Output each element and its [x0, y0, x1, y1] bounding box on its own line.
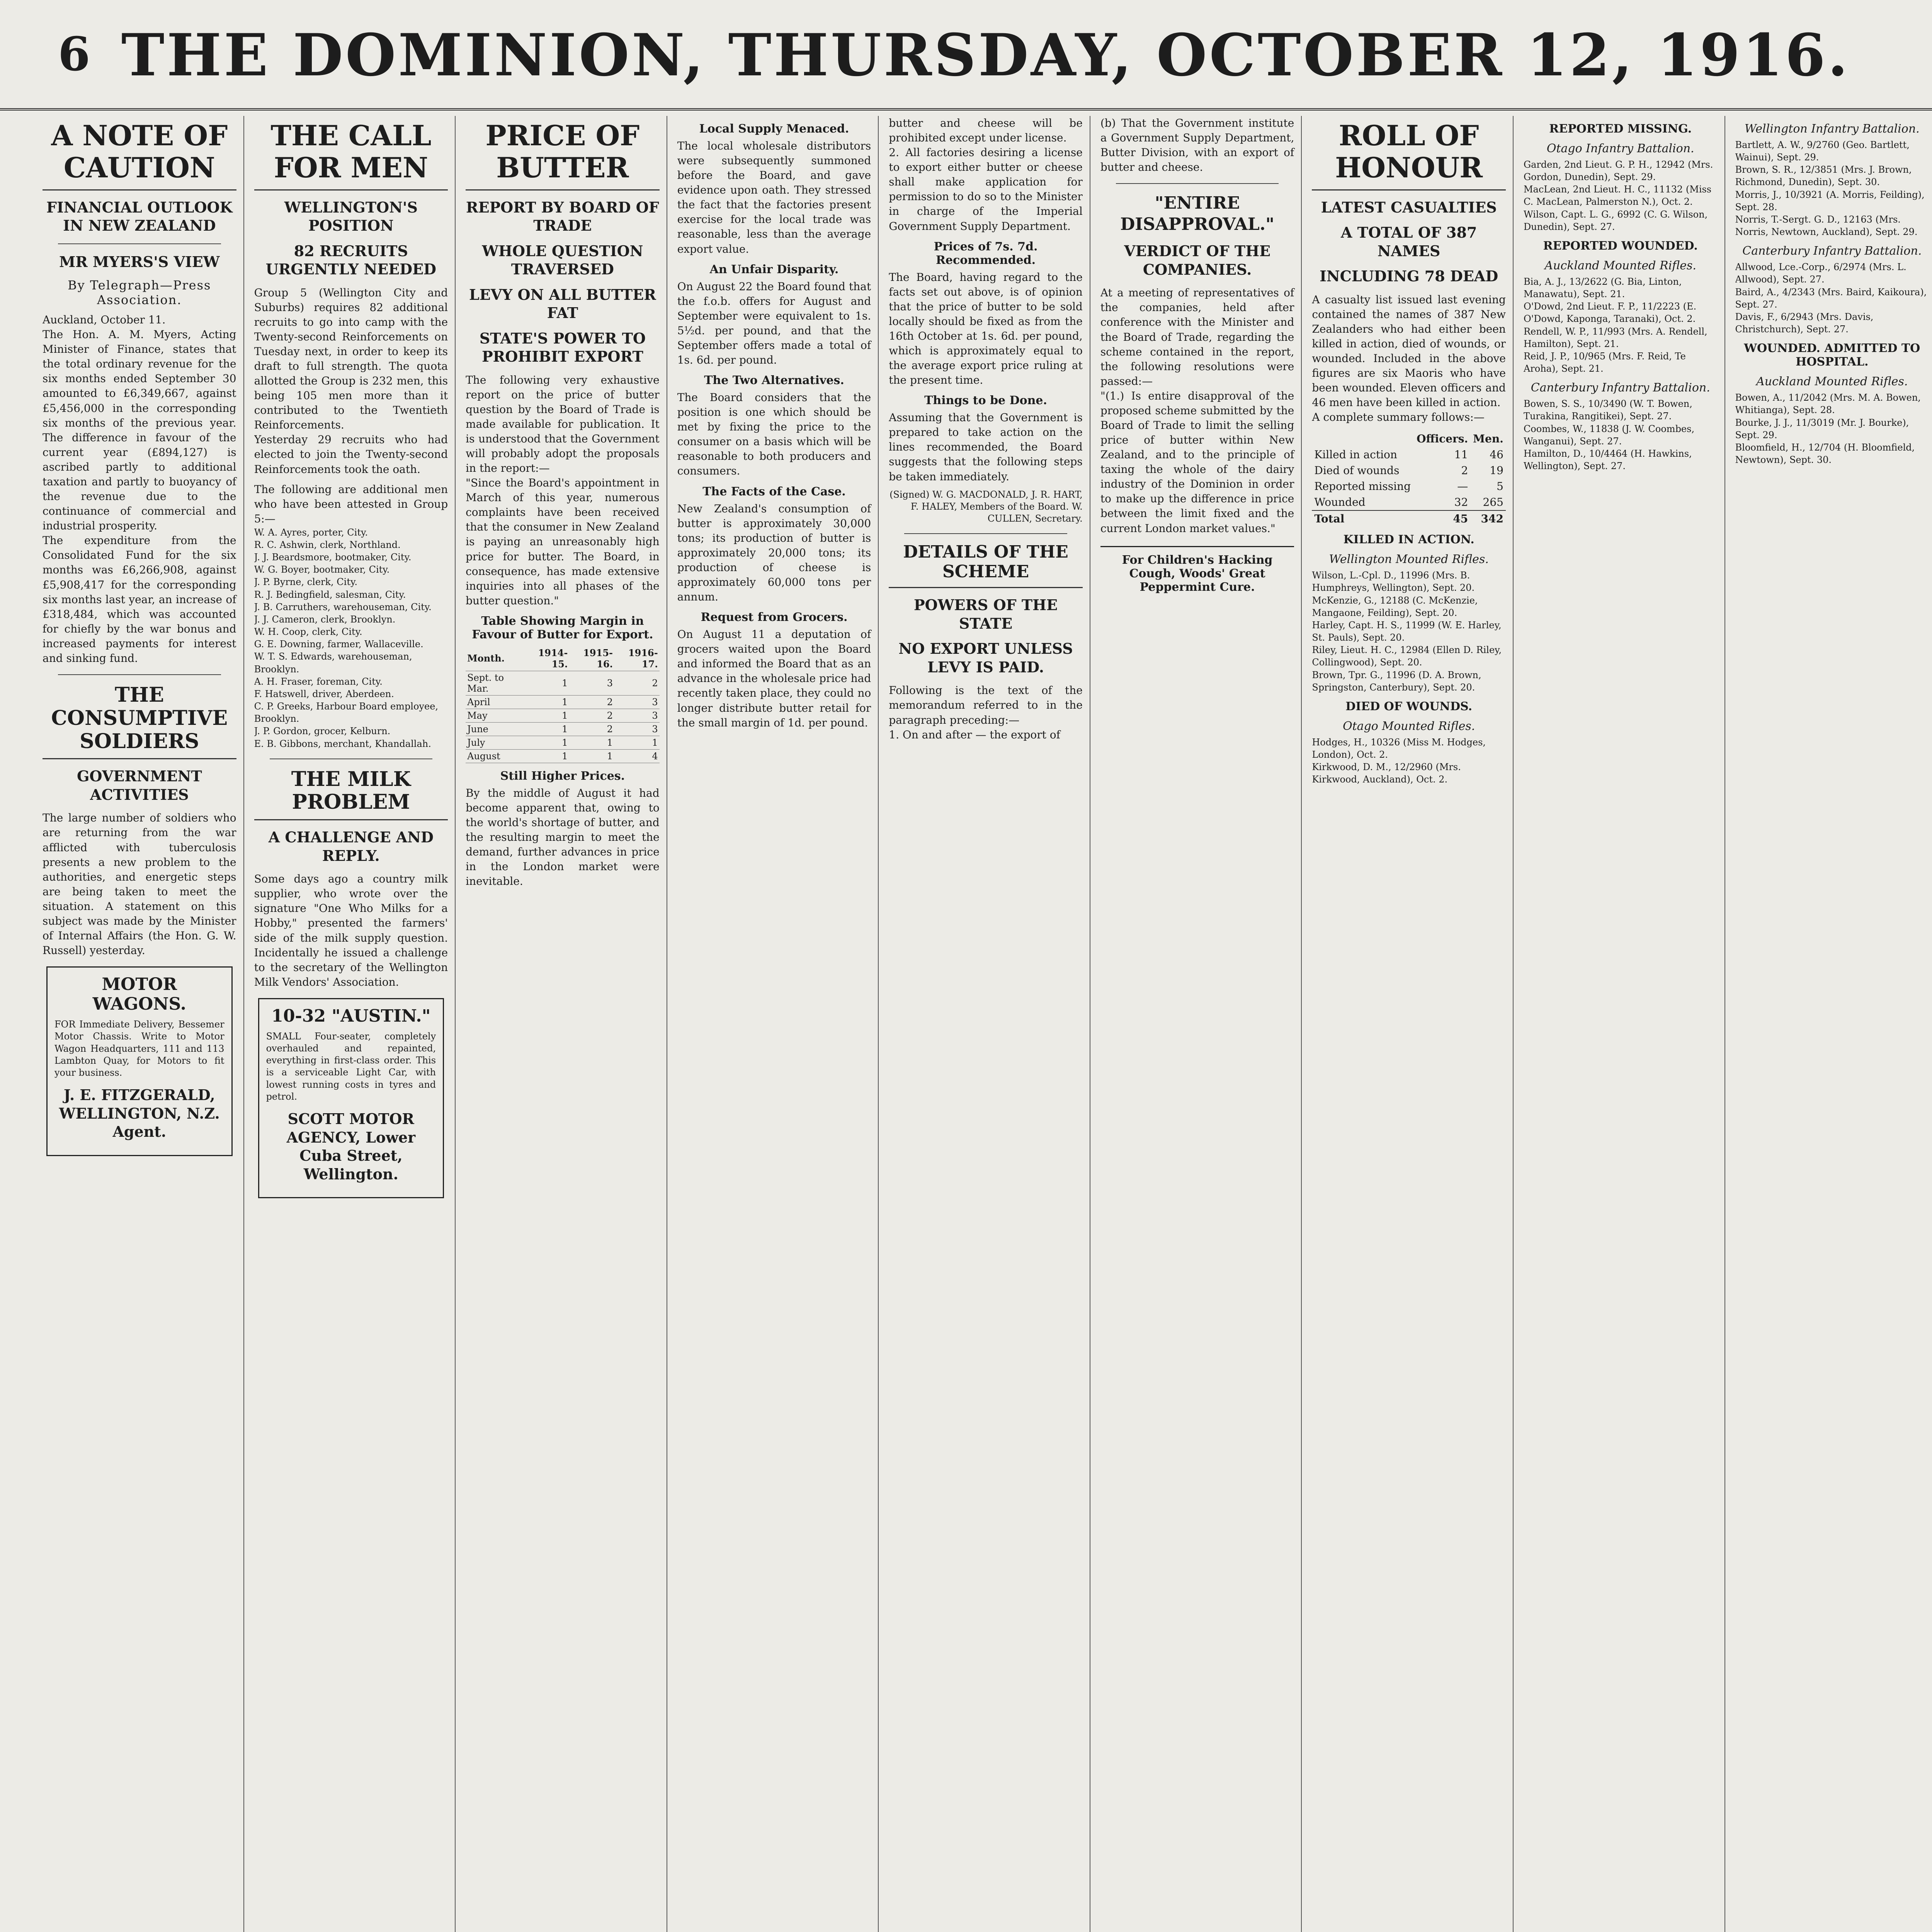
- table-cell: 32: [1454, 496, 1468, 509]
- headline-milk-problem: THE MILK PROBLEM: [254, 768, 448, 821]
- column-3: [466, 116, 667, 1932]
- column-7: [1312, 116, 1514, 1932]
- column-5: [889, 116, 1090, 1932]
- column-2: [254, 116, 456, 1932]
- divider: [58, 674, 221, 675]
- table-cell: May: [466, 709, 524, 722]
- headline-entire-disapproval: "ENTIRE DISAPPROVAL.": [1120, 193, 1275, 235]
- table-cell: 11: [1454, 448, 1468, 461]
- casualty-summary-table: [1312, 431, 1506, 527]
- table-header-cell: Officers.: [1417, 432, 1468, 446]
- article-body: The Board considers that the position is one which should be met by fixing the price to the consumer on a basis which will be reasonable to both producers and consumers.: [677, 391, 875, 478]
- table-title: Table Showing Margin in Favour of Butter for Export.: [472, 614, 653, 641]
- margin-table: [466, 646, 660, 763]
- section-heading: Things to be Done.: [924, 394, 1047, 408]
- table-header-cell: 1916-17.: [614, 646, 660, 671]
- casualty-list: Wilson, L.-Cpl. D., 11996 (Mrs. B. Humphreys, Wellington), Sept. 20. McKenzie, G., 12188 (C. McKenzie, Mangaone, Feilding), Sept. 20. Harley, Capt. H. S., 11999 (W. E. Harley, St. Pauls), Sept. 20. Riley, Lieut. H. C., 12984 (Ellen D. Riley, Collingwood), Sept. 20. Brown, Tpr. G., 11996 (D. A. Brown, Springston, Canterbury), Sept. 20.: [1312, 570, 1502, 693]
- unit-heading: Auckland Mounted Rifles.: [1544, 259, 1696, 272]
- section-heading: Request from Grocers.: [701, 611, 848, 624]
- table-cell: 265: [1483, 496, 1503, 509]
- table-cell: 45: [1414, 510, 1470, 527]
- table-cell: 1: [524, 749, 570, 763]
- table-cell: 2: [569, 709, 614, 722]
- headline-call-for-men: THE CALL FOR MEN: [254, 120, 448, 190]
- table-row: [1312, 447, 1506, 463]
- table-cell: 3: [614, 722, 660, 736]
- headline-details-of-scheme: DETAILS OF THE SCHEME: [889, 543, 1083, 588]
- advertisement-peppermint-cure: For Children's Hacking Cough, Woods' Great Peppermint Cure.: [1100, 546, 1294, 594]
- page-number: 6: [58, 27, 90, 82]
- table-cell: 1: [614, 736, 660, 749]
- casualty-list: Bowen, A., 11/2042 (Mrs. M. A. Bowen, Whitianga), Sept. 28. Bourke, J. J., 11/3019 (Mr. J. Bourke), Sept. 29. Bloomfield, H., 12/704 (H. Bloomfield, Newtown), Sept. 30.: [1735, 392, 1921, 465]
- divider: [904, 533, 1067, 534]
- subhead-including-dead: INCLUDING 78 DEAD: [1320, 267, 1498, 285]
- table-cell: 1: [524, 709, 570, 722]
- table-row: [466, 749, 660, 763]
- subhead-states-power: STATE'S POWER TO PROHIBIT EXPORT: [479, 329, 646, 366]
- table-cell: 342: [1470, 510, 1506, 527]
- ad-body: FOR Immediate Delivery, Bessemer Motor Chassis. Write to Motor Wagon Headquarters, 111 and 113 Lambton Quay, for Motors to fit your business.: [54, 1019, 228, 1078]
- section-heading: Prices of 7s. 7d. Recommended.: [934, 240, 1038, 267]
- table-row: [466, 722, 660, 736]
- table-cell: 1: [524, 695, 570, 709]
- ad-headline: MOTOR WAGONS.: [92, 975, 186, 1014]
- article-body: The Board, having regard to the facts set out above, is of opinion that the price of butter to be sold locally should be fixed as from the 16th October at 1s. 6d. per pound, which is approximately equal to the average export price ruling at the present time.: [889, 270, 1086, 387]
- masthead: [0, 0, 1932, 111]
- unit-heading: Wellington Infantry Battalion.: [1744, 122, 1920, 136]
- table-cell: July: [466, 736, 524, 749]
- table-header-row: [466, 646, 660, 671]
- table-header-cell: Month.: [466, 646, 524, 671]
- table-cell: August: [466, 749, 524, 763]
- subhead-total-names: A TOTAL OF 387 NAMES: [1340, 224, 1477, 260]
- subhead-challenge-reply: A CHALLENGE AND REPLY.: [268, 828, 434, 864]
- divider: [58, 243, 221, 244]
- divider: [1116, 183, 1279, 184]
- subhead-report-board-of-trade: REPORT BY BOARD OF TRADE: [466, 198, 659, 235]
- table-cell: 19: [1490, 464, 1503, 477]
- signatories: (Signed) W. G. MACDONALD, J. R. HART, F. HALEY, Members of the Board. W. CULLEN, Secretary.: [889, 489, 1086, 524]
- table-header-cell: 1914-15.: [524, 646, 570, 671]
- table-row: [466, 695, 660, 709]
- section-heading: Still Higher Prices.: [500, 769, 625, 783]
- section-heading: The Two Alternatives.: [704, 374, 844, 388]
- article-body: (b) That the Government institute a Government Supply Department, Butter Division, with an export of butter and cheese.: [1100, 117, 1298, 174]
- byline: By Telegraph—Press Association.: [68, 278, 211, 308]
- unit-heading: Canterbury Infantry Battalion.: [1531, 381, 1710, 395]
- table-cell: 1: [569, 736, 614, 749]
- casualty-list: Bowen, S. S., 10/3490 (W. T. Bowen, Turakina, Rangitikei), Sept. 27. Coombes, W., 11838 (J. W. Coombes, Wanganui), Sept. 27. Hamilton, D., 10/4464 (H. Hawkins, Wellington), Sept. 27.: [1523, 398, 1695, 471]
- article-body: On August 11 a deputation of grocers waited upon the Board and informed the Board that as an advance in the wholesale price had recently taken place, they could no longer distribute butter retail for the small margin of 1d. per pound.: [677, 628, 875, 729]
- table-cell: June: [466, 722, 524, 736]
- advertisement-austin-car: [258, 998, 444, 1198]
- table-cell: Killed in action: [1314, 448, 1397, 461]
- subhead-financial-outlook: FINANCIAL OUTLOOK IN NEW ZEALAND: [46, 198, 233, 235]
- recruit-list-intro: The following are additional men who have been attested in Group 5:—: [254, 483, 452, 525]
- table-row: [466, 671, 660, 695]
- subhead-whole-question: WHOLE QUESTION TRAVERSED: [482, 242, 643, 278]
- article-body: Following is the text of the memorandum referred to in the paragraph preceding:— 1. On and after — the export of: [889, 684, 1083, 741]
- unit-heading: Wellington Mounted Rifles.: [1329, 553, 1489, 566]
- subhead-government-activities: GOVERNMENT ACTIVITIES: [77, 767, 202, 803]
- article-body: The large number of soldiers who are returning from the war afflicted with tuberculosis presents a new problem to the authorities, and energetic steps are being taken to meet the situation. A statement on this subject was made by the Minister of Internal Affairs (the Hon. G. W. Russell) yesterday.: [43, 811, 240, 957]
- subhead-levy-butter-fat: LEVY ON ALL BUTTER FAT: [469, 286, 656, 322]
- ad-signature: J. E. FITZGERALD, WELLINGTON, N.Z. Agent.: [59, 1086, 220, 1141]
- article-body: Group 5 (Wellington City and Suburbs) requires 82 additional recruits to go into camp with the Twenty-second Reinforcements on Tuesday next, in order to keep its draft to full strength. The quota allotted the Group is 232 men, this being 105 men more than it contributed to the Twentieth Reinforcements. Yesterday 29 recruits who had elected to join the Twenty-second Reinforcements took the oath.: [254, 286, 448, 476]
- table-row: [466, 709, 660, 722]
- section-heading: REPORTED MISSING.: [1549, 122, 1692, 136]
- headline-price-of-butter: PRICE OF BUTTER: [466, 120, 660, 190]
- table-cell: 1: [524, 671, 570, 695]
- article-body: By the middle of August it had become apparent that, owing to the world's shortage of butter, and the resulting margin to meet the demand, further advances in price in the London market were inevitable.: [466, 786, 663, 888]
- article-body: On August 22 the Board found that the f.o.b. offers for August and September were equivalent to 1s. 5½d. per pound, and that the September offers made a total of 1s. 6d. per pound.: [677, 280, 875, 367]
- table-cell: 2: [614, 671, 660, 695]
- article-body: A casualty list issued last evening contained the names of 387 New Zealanders who had either been killed in action, died of wounds, or wounded. Included in the above figures are six Maoris who have been wounded. Eleven officers and 46 men have been killed in action.: [1312, 293, 1509, 409]
- table-cell: Died of wounds: [1314, 464, 1400, 477]
- unit-heading: Auckland Mounted Rifles.: [1756, 375, 1908, 389]
- headline-roll-of-honour: ROLL OF HONOUR: [1312, 120, 1506, 190]
- table-cell: —: [1457, 480, 1468, 493]
- article-body: Auckland, October 11. The Hon. A. M. Myers, Acting Minister of Finance, states that the total ordinary revenue for the six months ended September 30 amounted to £6,349,667, against £5,456,000 in the corresponding six months of the previous year. The difference in favour of the current year (£894,127) is ascribed partly to additional taxation and partly to buoyancy of the revenue due to the continuance of commercial and industrial prosperity. The expenditure from the Consolidated Fund for the six months was £6,266,908, against £5,908,417 for the corresponding six months last year, an increase of £318,484, which was accounted for chiefly by the war bonus and increased payments for interest and sinking fund.: [43, 313, 236, 665]
- table-cell: Reported missing: [1314, 480, 1411, 493]
- table-row: [466, 736, 660, 749]
- casualty-list: Garden, 2nd Lieut. G. P. H., 12942 (Mrs. Gordon, Dunedin), Sept. 29. MacLean, 2nd Lieut. H. C., 11132 (Miss C. MacLean, Palmerston N.), Oct. 2. Wilson, Capt. L. G., 6992 (C. G. Wilson, Dunedin), Sept. 27.: [1523, 159, 1713, 232]
- table-cell: 5: [1497, 480, 1503, 493]
- section-heading: WOUNDED. ADMITTED TO HOSPITAL.: [1744, 342, 1920, 369]
- unit-heading: Otago Infantry Battalion.: [1546, 142, 1694, 155]
- table-header-cell: Men.: [1473, 432, 1503, 446]
- casualty-list: Hodges, H., 10326 (Miss M. Hodges, London), Oct. 2. Kirkwood, D. M., 12/2960 (Mrs. Kirkwood, Auckland), Oct. 2.: [1312, 736, 1486, 785]
- column-1: [43, 116, 244, 1932]
- table-cell: Total: [1312, 510, 1414, 527]
- casualty-list: Bartlett, A. W., 9/2760 (Geo. Bartlett, Wainui), Sept. 29. Brown, S. R., 12/3851 (Mrs. J. Brown, Richmond, Dunedin), Sept. 30. Morris, J., 10/3921 (A. Morris, Feilding), Sept. 28. Norris, T.-Sergt. G. D., 12163 (Mrs. Norris, Newtown, Auckland), Sept. 29.: [1735, 139, 1925, 238]
- section-heading: KILLED IN ACTION.: [1343, 533, 1475, 547]
- article-body: Some days ago a country milk supplier, who wrote over the signature "One Who Milks for a Hobby," presented the farmers' side of the milk supply question. Incidentally he issued a challenge to the secretary of the Wellington Milk Vendors' Association.: [254, 872, 452, 988]
- table-cell: 4: [614, 749, 660, 763]
- ad-body: SMALL Four-seater, completely overhauled and repainted, everything in first-class order. This is a serviceable Light Car, with lowest running costs in tyres and petrol.: [266, 1031, 439, 1102]
- headline-consumptive-soldiers: THE CONSUMPTIVE SOLDIERS: [43, 684, 236, 759]
- table-total-row: [1312, 510, 1506, 527]
- table-header-cell: [1312, 431, 1414, 447]
- article-body: The local wholesale distributors were subsequently summoned before the Board, and gave evidence upon oath. They stressed the fact that the factories present exercise for the local trade was reasonable, less than the average export value.: [677, 139, 875, 255]
- article-body: The following very exhaustive report on the price of butter question by the Board of Trade is made available for publication. It is understood that the Government will probably adopt the proposals in the report:— "Since the Board's appointment in March of this year, numerous complaints have been received that the consumer in New Zealand is paying an unreasonably high price for butter. The Board, in consequence, has made extensive inquiries into all phases of the butter question.": [466, 373, 660, 607]
- section-heading: DIED OF WOUNDS.: [1345, 699, 1473, 713]
- summary-intro: A complete summary follows:—: [1312, 411, 1485, 424]
- subhead-verdict-companies: VERDICT OF THE COMPANIES.: [1124, 242, 1271, 278]
- column-6: [1100, 116, 1302, 1932]
- column-4: [677, 116, 879, 1932]
- table-cell: 3: [614, 695, 660, 709]
- subhead-latest-casualties: LATEST CASUALTIES: [1321, 198, 1497, 216]
- subhead-myers-view: MR MYERS'S VIEW: [59, 253, 220, 270]
- table-cell: 46: [1490, 448, 1503, 461]
- section-heading: An Unfair Disparity.: [709, 262, 839, 276]
- newspaper-title: THE DOMINION, THURSDAY, OCTOBER 12, 1916.: [121, 21, 1850, 89]
- table-cell: 2: [569, 695, 614, 709]
- casualty-list: Allwood, Lce.-Corp., 6/2974 (Mrs. L. Allwood), Sept. 27. Baird, A., 4/2343 (Mrs. Baird, Kaikoura), Sept. 27. Davis, F., 6/2943 (Mrs. Davis, Christchurch), Sept. 27.: [1735, 262, 1927, 335]
- table-cell: 3: [614, 709, 660, 722]
- table-cell: 1: [569, 749, 614, 763]
- subhead-no-export: NO EXPORT UNLESS LEVY IS PAID.: [898, 640, 1073, 676]
- table-cell: 3: [569, 671, 614, 695]
- advertisement-motor-wagons: [46, 966, 233, 1156]
- ad-signature: SCOTT MOTOR AGENCY, Lower Cuba Street, Wellington.: [286, 1110, 416, 1183]
- table-row: [1312, 494, 1506, 510]
- column-9: [1735, 116, 1932, 1932]
- table-header-row: [1312, 431, 1506, 447]
- table-header-cell: 1915-16.: [569, 646, 614, 671]
- article-body: At a meeting of representatives of the companies, held after conference with the Minister and the Board of Trade, regarding the scheme contained in the report, the following resolutions were passed:— "(1.) Is entire disapproval of the proposed scheme submitted by the Board of Trade to limit the selling price of butter within New Zealand, and to the principle of taxing the whole of the dairy industry of the Dominion in order to make up the difference in price between the limit fixed and the current London market values.": [1100, 286, 1294, 535]
- table-row: [1312, 478, 1506, 494]
- casualty-list: Bia, A. J., 13/2622 (G. Bia, Linton, Manawatu), Sept. 21. O'Dowd, 2nd Lieut. F. P., 11/2223 (E. O'Dowd, Kaponga, Taranaki), Oct. 2. Rendell, W. P., 11/993 (Mrs. A. Rendell, Hamilton), Sept. 21. Reid, J. P., 10/965 (Mrs. F. Reid, Te Aroha), Sept. 21.: [1523, 276, 1708, 374]
- article-body: New Zealand's consumption of butter is approximately 30,000 tons; its production of butter is approximately 20,000 tons; its production of cheese is approximately 60,000 tons per annum.: [677, 502, 875, 604]
- table-cell: 2: [1461, 464, 1468, 477]
- article-body: butter and cheese will be prohibited except under license. 2. All factories desiring a license to export either butter or cheese shall make application for permission to do so to the Minister in charge of the Imperial Government Supply Department.: [889, 117, 1083, 233]
- table-cell: 2: [569, 722, 614, 736]
- table-cell: Sept. to Mar.: [466, 671, 524, 695]
- headline-note-of-caution: A NOTE OF CAUTION: [43, 120, 236, 190]
- recruit-list: W. A. Ayres, porter, City. R. C. Ashwin, clerk, Northland. J. J. Beardsmore, bootmaker, City. W. G. Boyer, bootmaker, City. J. P. Byrne, clerk, City. R. J. Bedingfield, salesman, City. J. B. Carruthers, warehouseman, City. J. J. Cameron, clerk, Brooklyn. W. H. Coop, clerk, City. G. E. Downing, farmer, Wallaceville. W. T. S. Edwards, warehouseman, Brooklyn. A. H. Fraser, foreman, City. F. Hatswell, driver, Aberdeen. C. P. Greeks, Harbour Board employee, Brooklyn. J. P. Gordon, grocer, Kelburn. E. B. Gibbons, merchant, Khandallah.: [254, 527, 439, 749]
- article-body: Assuming that the Government is prepared to take action on the lines recommended, the Board suggests that the following steps be taken immediately.: [889, 411, 1086, 483]
- subhead-powers-of-state: POWERS OF THE STATE: [914, 596, 1058, 632]
- section-heading: Local Supply Menaced.: [699, 122, 849, 136]
- table-cell: 1: [524, 722, 570, 736]
- subhead-82-recruits: 82 RECRUITS URGENTLY NEEDED: [265, 242, 436, 278]
- ad-headline: 10-32 "AUSTIN.": [271, 1006, 431, 1026]
- table-row: [1312, 463, 1506, 478]
- section-heading: The Facts of the Case.: [702, 485, 846, 498]
- unit-heading: Otago Mounted Rifles.: [1343, 719, 1475, 733]
- table-cell: April: [466, 695, 524, 709]
- section-heading: REPORTED WOUNDED.: [1543, 239, 1698, 253]
- column-8: [1524, 116, 1725, 1932]
- table-cell: Wounded: [1314, 496, 1366, 509]
- subhead-wellingtons-position: WELLINGTON'S POSITION: [284, 198, 418, 235]
- unit-heading: Canterbury Infantry Battalion.: [1742, 244, 1922, 258]
- table-cell: 1: [524, 736, 570, 749]
- page-columns: [43, 116, 1932, 1932]
